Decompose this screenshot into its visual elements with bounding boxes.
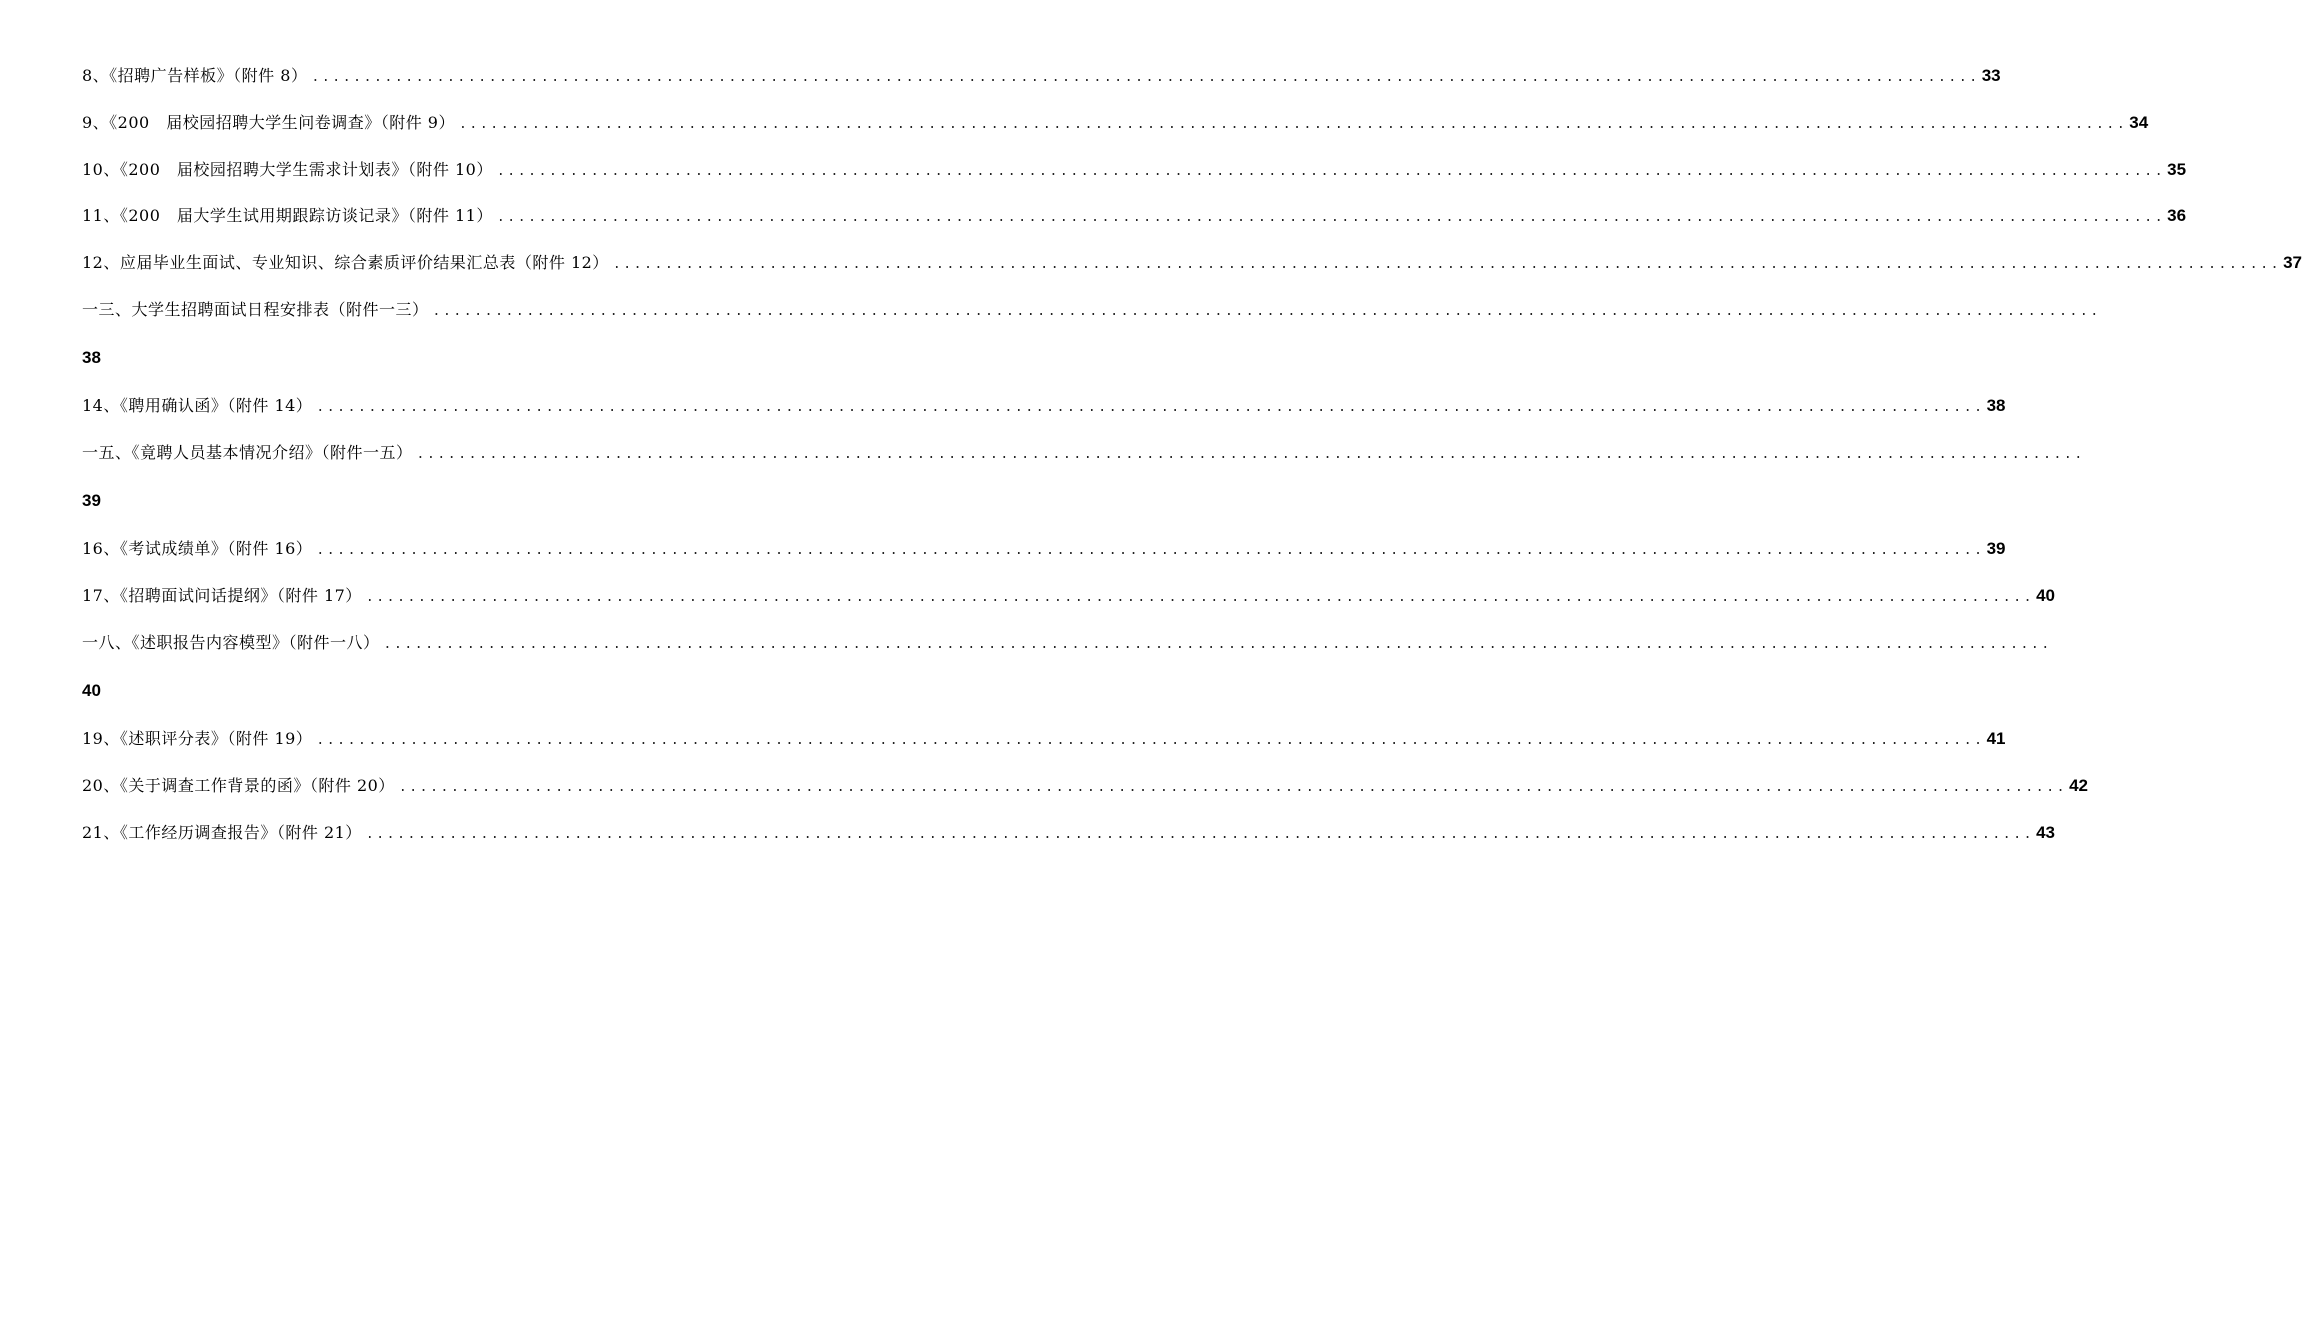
toc-leader-dots: ................................................................................................................................................................ — [432, 304, 2101, 319]
toc-entry[interactable] — [82, 113, 2149, 135]
toc-entry-title: 16、《考试成绩单》（附件 16） — [82, 539, 313, 558]
toc-leader-dots: ................................................................................................................................................................ — [311, 70, 1980, 85]
toc-entry[interactable] — [82, 253, 2302, 275]
toc-leader-dots: ................................................................................................................................................................ — [365, 590, 2035, 605]
toc-leader-dots: ................................................................................................................................................................ — [496, 164, 2166, 179]
toc-leader-dots: ................................................................................................................................................................ — [383, 637, 2052, 652]
toc-entry[interactable] — [82, 160, 2187, 182]
toc-page-number: 43 — [2036, 823, 2055, 842]
toc-entry-title: 20、《关于调查工作背景的函》（附件 20） — [82, 776, 395, 795]
toc-entry[interactable] — [82, 443, 2085, 511]
toc-entry-title: 10、《200 届校园招聘大学生需求计划表》（附件 10） — [82, 160, 493, 179]
toc-entry-title: 17、《招聘面试问话提纲》（附件 17） — [82, 586, 362, 605]
toc-entry-title: 8、《招聘广告样板》（附件 8） — [82, 66, 308, 85]
toc-entry[interactable] — [82, 633, 2052, 701]
toc-page-number: 36 — [2167, 206, 2187, 225]
toc-entry[interactable] — [82, 396, 2006, 418]
toc-page-number: 40 — [82, 681, 101, 700]
toc-page-number: 38 — [1986, 396, 2006, 415]
toc-entry-title: 21、《工作经历调查报告》（附件 21） — [82, 823, 362, 842]
toc-entry[interactable] — [82, 206, 2187, 228]
toc-leader-dots: ................................................................................................................................................................ — [496, 210, 2166, 225]
toc-entry[interactable] — [82, 586, 2055, 608]
toc-page-number: 38 — [82, 348, 101, 367]
toc-entry[interactable] — [82, 539, 2006, 561]
toc-leader-dots: ................................................................................................................................................................ — [416, 447, 2085, 462]
toc-entry[interactable] — [82, 823, 2055, 845]
toc-entry-title: 12、应届毕业生面试、专业知识、综合素质评价结果汇总表（附件 12） — [82, 253, 609, 272]
toc-leader-dots: ................................................................................................................................................................ — [398, 780, 2068, 795]
toc-leader-dots: ................................................................................................................................................................ — [612, 257, 2282, 272]
toc-page-number: 37 — [2283, 253, 2302, 272]
toc-entry-title: 一八、《述职报告内容模型》（附件一八） — [82, 633, 380, 652]
toc-entry[interactable] — [82, 300, 2101, 368]
toc-entry-title: 11、《200 届大学生试用期跟踪访谈记录》（附件 11） — [82, 206, 493, 225]
toc-entry[interactable] — [82, 66, 2001, 88]
toc-page-number: 42 — [2069, 776, 2088, 795]
toc-leader-dots: ................................................................................................................................................................ — [316, 543, 1985, 558]
toc-leader-dots: ................................................................................................................................................................ — [459, 117, 2128, 132]
toc-page-number: 33 — [1981, 66, 2001, 85]
toc-page-number: 35 — [2167, 160, 2187, 179]
toc-page-number: 39 — [1986, 539, 2006, 558]
toc-entry-title: 一三、大学生招聘面试日程安排表（附件一三） — [82, 300, 429, 319]
toc-entry[interactable] — [82, 776, 2088, 798]
toc-leader-dots: ................................................................................................................................................................ — [316, 400, 1985, 415]
toc-leader-dots: ................................................................................................................................................................ — [365, 827, 2035, 842]
toc-entry-title: 9、《200 届校园招聘大学生问卷调查》（附件 9） — [82, 113, 455, 132]
toc-page-number: 40 — [2036, 586, 2055, 605]
toc-entry-title: 一五、《竟聘人员基本情况介绍》（附件一五） — [82, 443, 413, 462]
toc-page-number: 34 — [2129, 113, 2149, 132]
toc-entry-title: 19、《述职评分表》（附件 19） — [82, 729, 313, 748]
toc-page-number: 41 — [1986, 729, 2006, 748]
toc-leader-dots: ................................................................................................................................................................ — [316, 733, 1985, 748]
toc-entry-title: 14、《聘用确认函》（附件 14） — [82, 396, 313, 415]
toc-page-number: 39 — [82, 491, 101, 510]
toc-entry[interactable] — [82, 729, 2006, 751]
